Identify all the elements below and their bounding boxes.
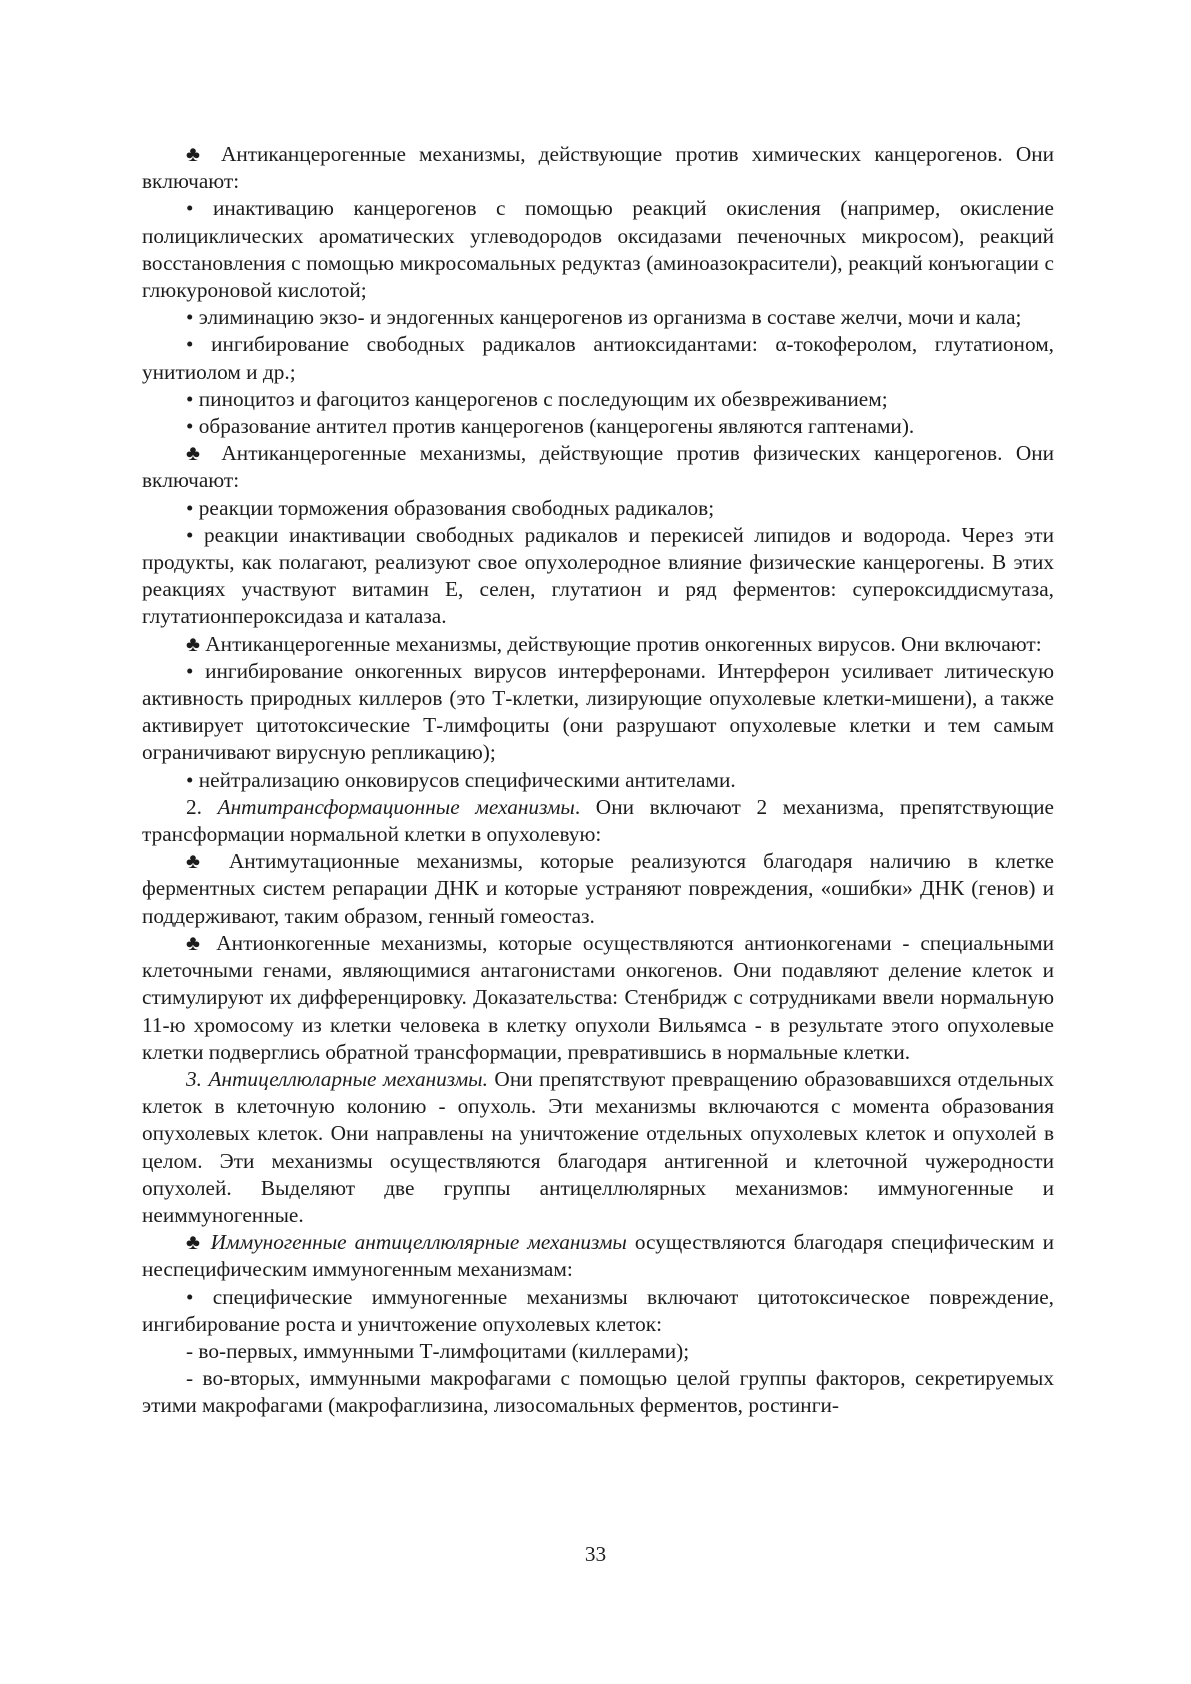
body-text bbox=[142, 141, 1054, 1420]
paragraph-anticellular bbox=[142, 1066, 1054, 1229]
run-italic: Иммуногенные антицеллюлярные механизмы bbox=[210, 1230, 627, 1255]
paragraph-chemical-carcinogens: ♣ Антиканцерогенные механизмы, действующие против химических канцерогенов. Они включают: bbox=[142, 142, 1054, 194]
paragraph-oncogenic-viruses: ♣ Антиканцерогенные механизмы, действующие против онкогенных вирусов. Они включают: bbox=[186, 631, 1042, 656]
run-lead: ♣ bbox=[186, 1230, 211, 1255]
run-rest: осуществляются благодаря специфическим и неспецифическим иммуногенным механизмам: bbox=[142, 1230, 1054, 1282]
run-italic: 3. Антицеллюларные механизмы. bbox=[186, 1066, 488, 1091]
run-italic: Антитрансформационные механизмы bbox=[217, 794, 575, 819]
run-rest: . Они включают 2 механизма, препятствующие трансформации нормальной клетки в опухолевую: bbox=[142, 794, 1054, 847]
list-item-neutralization: • нейтрализацию онковирусов специфическими антителами. bbox=[186, 767, 736, 792]
paragraph-antitransformation bbox=[142, 794, 1054, 848]
paragraph-physical-carcinogens: ♣ Антиканцерогенные механизмы, действующие против физических канцерогенов. Они включают: bbox=[142, 441, 1054, 493]
run-rest: Они препятствуют превращению образовавшихся отдельных клеток в клеточную колонию - опухоль. Эти механизмы включаются с момента образования опухолевых клеток. Они направлены на уничтожение отдельных опухолевых клеток и опухолей в целом. Эти механизмы осуществляются благодаря антигенной и клеточной чужеродности опухолей. Выделяют две группы антицеллюлярных механизмов: иммуногенные и неиммуногенные. bbox=[142, 1066, 1054, 1227]
paragraph-antioncogene: ♣ Антионкогенные механизмы, которые осуществляются антионкогенами - специальными клеточными генами, являющимися антагонистами онкогенов. Они подавляют деление клеток и стимулируют их дифференцировку. Доказательства: Стенбридж с сотрудниками ввели нормальную 11-ю хромосому из клетки человека в клетку опухоли Вильямса - в результате этого опухолевые клетки подверглись обратной трансформации, превратившись в нормальные клетки. bbox=[142, 930, 1054, 1064]
paragraph-immunogenic bbox=[142, 1229, 1054, 1283]
list-item-elimination: • элиминацию экзо- и эндогенных канцерогенов из организма в составе желчи, мочи и кала; bbox=[186, 305, 1022, 330]
list-item-second: - во-вторых, иммунными макрофагами с помощью целой группы факторов, секретируемых этими макрофагами (макрофаглизина, лизосомальных ферментов, ростинги- bbox=[142, 1366, 1054, 1418]
list-item-radical-inhibition: • ингибирование свободных радикалов антиоксидантами: α-токоферолом, глутатионом, унитиолом и др.; bbox=[142, 332, 1054, 384]
list-item-antibodies: • образование антител против канцерогенов (канцерогены являются гаптенами). bbox=[186, 414, 915, 439]
list-item-radical-inactivation: • реакции инактивации свободных радикалов и перекисей липидов и водорода. Через эти продукты, как полагают, реализуют свое опухолеродное влияние физические канцерогены. В этих реакциях участвуют витамин Е, селен, глутатион и ряд ферментов: супероксиддисмутаза, глутатионпероксидаза и каталаза. bbox=[142, 522, 1054, 629]
list-item-specific-immunogenic: • специфические иммуногенные механизмы включают цитотоксическое повреждение, ингибирование роста и уничтожение опухолевых клеток: bbox=[142, 1284, 1054, 1336]
paragraph-antimutation: ♣ Антимутационные механизмы, которые реализуются благодаря наличию в клетке ферментных систем репарации ДНК и которые устраняют повреждения, «ошибки» ДНК (генов) и поддерживают, таким образом, генный гомеостаз. bbox=[142, 849, 1054, 928]
run-lead: 2. bbox=[186, 794, 218, 819]
list-item-pinocytosis: • пиноцитоз и фагоцитоз канцерогенов с последующим их обезвреживанием; bbox=[186, 386, 888, 411]
page-number: 33 bbox=[584, 1542, 607, 1566]
list-item-first: - во-первых, иммунными Т-лимфоцитами (киллерами); bbox=[186, 1338, 690, 1363]
list-item-inactivation: • инактивацию канцерогенов с помощью реакций окисления (например, окисление полициклических ароматических углеводородов оксидазами печеночных микросом), реакций восстановления с помощью микросомальных редуктаз (аминоазокрасители), реакций конъюгации с глюкуроновой кислотой; bbox=[142, 196, 1054, 303]
list-item-interferons: • ингибирование онкогенных вирусов интерферонами. Интерферон усиливает литическую активность природных киллеров (это Т-клетки, лизирующие опухолевые клетки-мишени), а также активирует цитотоксические Т-лимфоциты (они разрушают опухолевые клетки и тем самым ограничивают вирусную репликацию); bbox=[142, 658, 1054, 765]
list-item-radical-formation: • реакции торможения образования свободных радикалов; bbox=[186, 495, 715, 520]
